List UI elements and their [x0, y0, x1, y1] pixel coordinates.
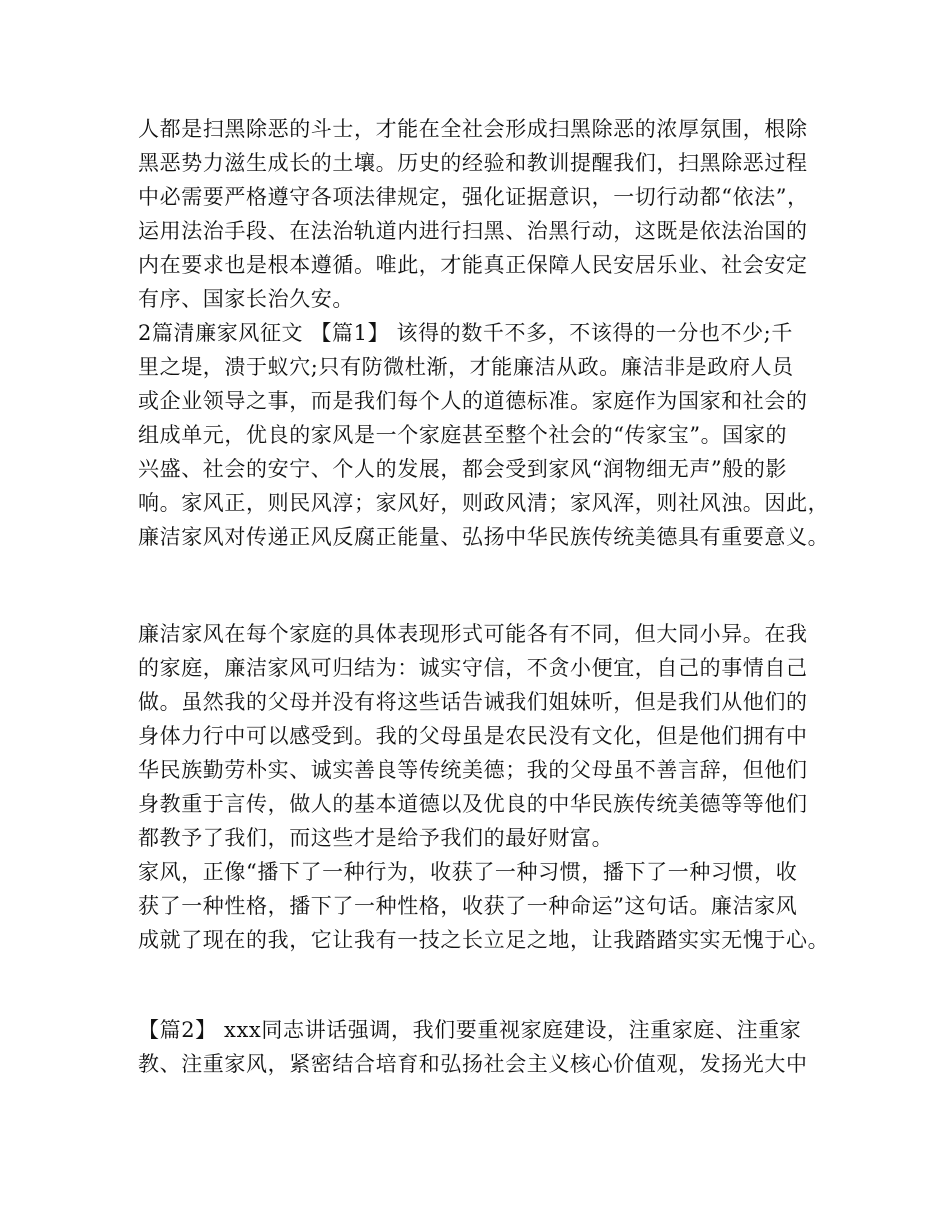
text-line: 都教予了我们，而这些才是给予我们的最好财富。 — [138, 826, 614, 850]
text-line: 教、注重家风，紧密结合培育和弘扬社会主义核心价值观，发扬光大中 — [138, 1052, 808, 1076]
text-line: 响。家风正，则民风淳；家风好，则政风清；家风浑，则社风浊。因此， — [138, 491, 830, 515]
paragraph-block-2 — [138, 617, 828, 957]
text-line: 人都是扫黑除恶的斗士，才能在全社会形成扫黑除恶的浓厚氛围，根除 — [138, 117, 808, 141]
paragraph-block-3 — [138, 1013, 828, 1081]
text-line: 成就了现在的我，它让我有一技之长立足之地，让我踏踏实实无愧于心。 — [138, 928, 830, 952]
text-line: 组成单元，优良的家风是一个家庭甚至整个社会的“传家宝”。国家的 — [138, 423, 788, 447]
text-line: 获了一种性格，播下了一种性格，收获了一种命运”这句话。廉洁家风 — [138, 894, 798, 918]
text-line: 华民族勤劳朴实、诚实善良等传统美德；我的父母虽不善言辞，但他们 — [138, 758, 808, 782]
text-line: 2篇清廉家风征文 【篇1】 该得的数千不多，不该得的一分也不少;千 — [138, 321, 793, 345]
text-line: 运用法治手段、在法治轨道内进行扫黑、治黑行动，这既是依法治国的 — [138, 219, 808, 243]
text-line: 有序、国家长治久安。 — [138, 287, 354, 311]
text-line: 里之堤，溃于蚁穴;只有防微杜渐，才能廉洁从政。廉洁非是政府人员 — [138, 355, 794, 379]
text-line: 身教重于言传，做人的基本道德以及优良的中华民族传统美德等等他们 — [138, 792, 808, 816]
text-line: 做。虽然我的父母并没有将这些话告诫我们姐妹听，但是我们从他们的 — [138, 690, 808, 714]
text-line: 的家庭，廉洁家风可归结为：诚实守信，不贪小便宜，自己的事情自己 — [138, 656, 808, 680]
text-line: 【篇2】 xxx同志讲话强调，我们要重视家庭建设，注重家庭、注重家 — [138, 1018, 802, 1042]
text-line: 内在要求也是根本遵循。唯此，才能真正保障人民安居乐业、社会安定 — [138, 253, 808, 277]
text-line: 身体力行中可以感受到。我的父母虽是农民没有文化，但是他们拥有中 — [138, 724, 808, 748]
text-line: 中必需要严格遵守各项法律规定，强化证据意识，一切行动都“依法”， — [138, 185, 809, 209]
text-line: 兴盛、社会的安宁、个人的发展，都会受到家风“润物细无声”般的影 — [138, 457, 788, 481]
text-line: 黑恶势力滋生成长的土壤。历史的经验和教训提醒我们，扫黑除恶过程 — [138, 151, 808, 175]
text-line: 或企业领导之事，而是我们每个人的道德标准。家庭作为国家和社会的 — [138, 389, 808, 413]
text-line: 廉洁家风在每个家庭的具体表现形式可能各有不同，但大同小异。在我 — [138, 622, 808, 646]
text-line: 廉洁家风对传递正风反腐正能量、弘扬中华民族传统美德具有重要意义。 — [138, 525, 830, 549]
text-line: 家风，正像“播下了一种行为，收获了一种习惯，播下了一种习惯，收 — [138, 860, 798, 884]
paragraph-block-1 — [138, 112, 828, 554]
